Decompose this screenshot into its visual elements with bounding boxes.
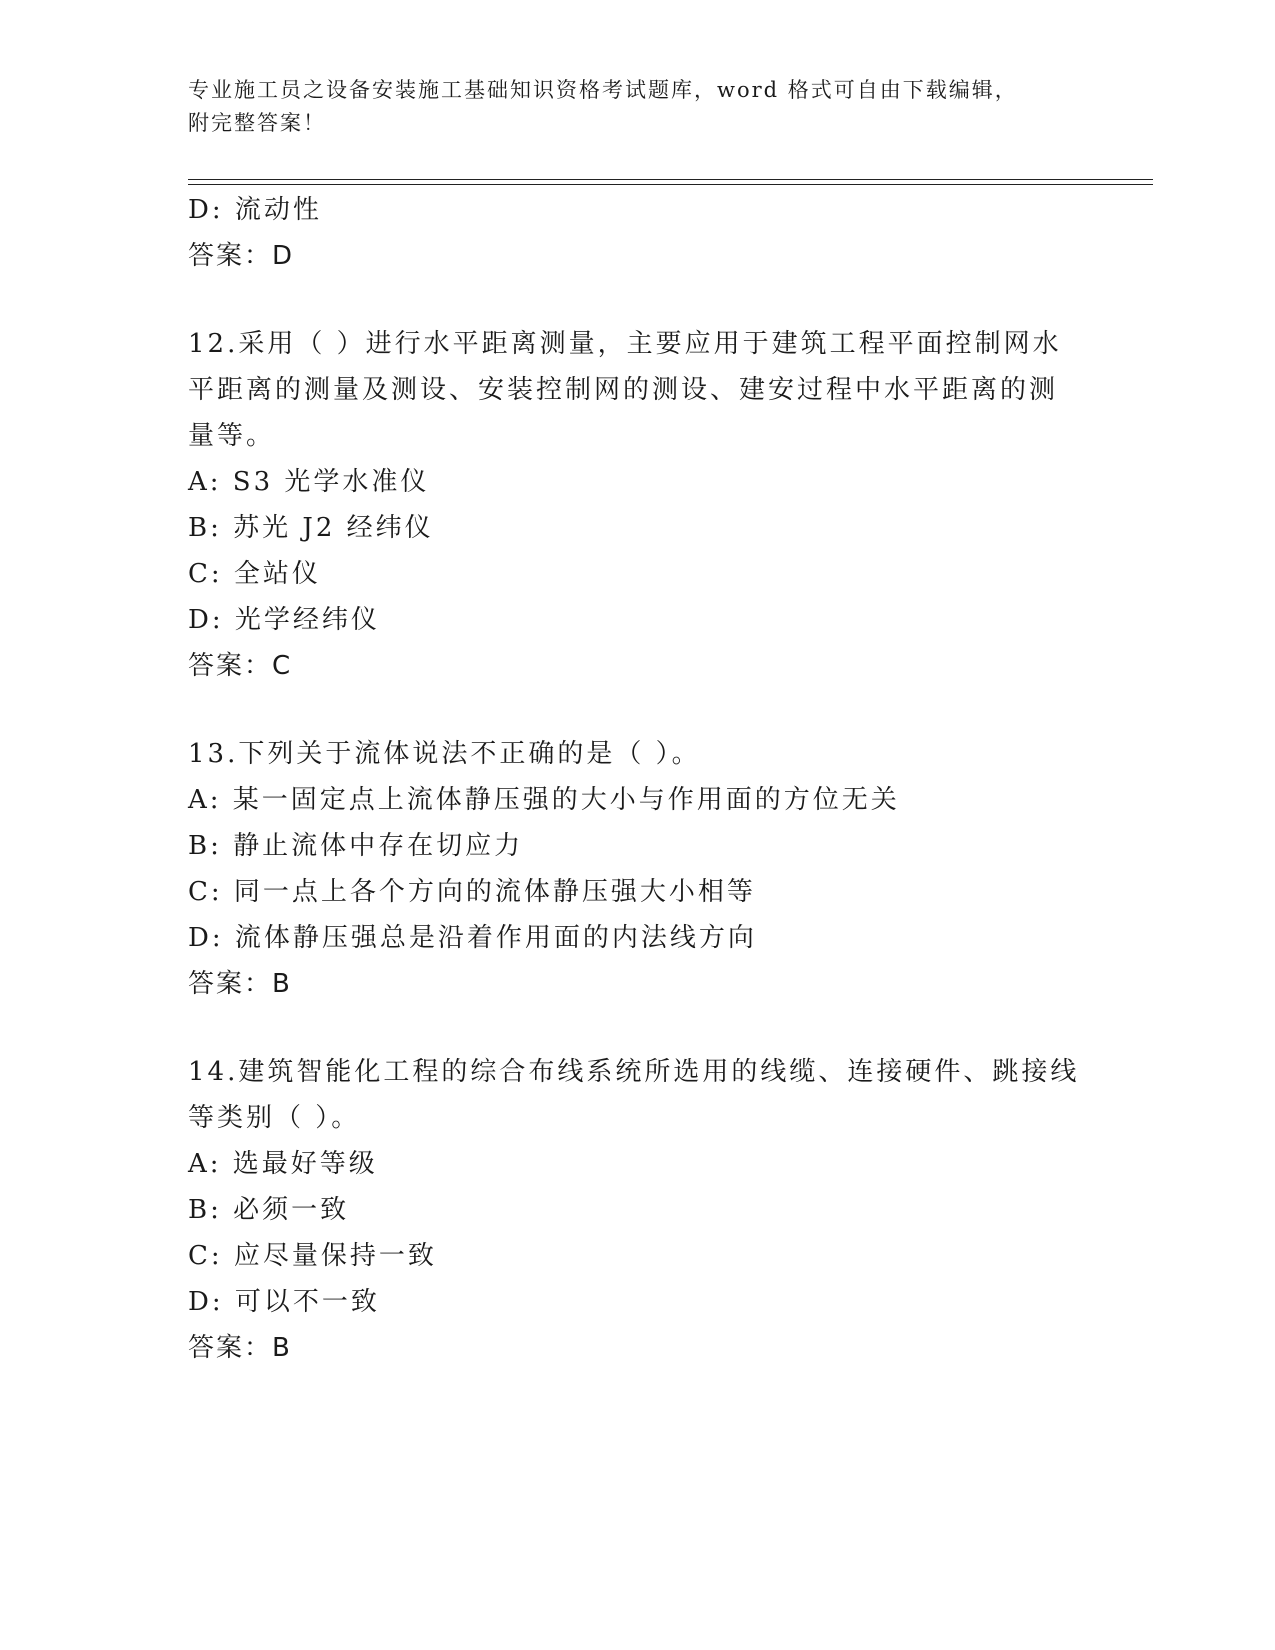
q12-option-a: A: S3 光学水准仪 <box>188 467 430 497</box>
q12-option-c: C: 全站仪 <box>188 559 321 589</box>
q12-stem-line-3: 量等。 <box>188 421 276 451</box>
q12-stem-line-2: 平距离的测量及测设、安装控制网的测设、建安过程中水平距离的测 <box>188 375 1059 405</box>
q14-option-c: C: 应尽量保持一致 <box>188 1241 437 1271</box>
q14-option-a: A: 选最好等级 <box>188 1149 378 1179</box>
header-line-2: 附完整答案！ <box>188 111 326 135</box>
q14-stem-line-2: 等类别（ ）。 <box>188 1103 361 1133</box>
q13-option-d: D: 流体静压强总是沿着作用面的内法线方向 <box>188 923 757 953</box>
header-divider-top <box>188 179 1153 180</box>
header-divider-bottom <box>188 184 1153 185</box>
q12-answer: 答案：C <box>188 651 293 681</box>
q13-stem-line-1: 13.下列关于流体说法不正确的是（ ）。 <box>188 739 701 769</box>
q14-option-b: B: 必须一致 <box>188 1195 350 1225</box>
header-line-1: 专业施工员之设备安装施工基础知识资格考试题库，word 格式可自由下载编辑， <box>188 78 1018 102</box>
q12-option-b: B: 苏光 J2 经纬仪 <box>188 513 434 543</box>
q14-option-d: D: 可以不一致 <box>188 1287 380 1317</box>
q14-answer: 答案：B <box>188 1333 292 1363</box>
q13-option-c: C: 同一点上各个方向的流体静压强大小相等 <box>188 877 756 907</box>
prev-answer: 答案：D <box>188 241 295 271</box>
q13-option-b: B: 静止流体中存在切应力 <box>188 831 524 861</box>
q12-stem-line-1: 12.采用（ ）进行水平距离测量，主要应用于建筑工程平面控制网水 <box>188 329 1062 359</box>
q13-option-a: A: 某一固定点上流体静压强的大小与作用面的方位无关 <box>188 785 900 815</box>
document-header <box>188 74 1088 140</box>
q14-stem-line-1: 14.建筑智能化工程的综合布线系统所选用的线缆、连接硬件、跳接线 <box>188 1057 1080 1087</box>
prev-option-d: D: 流动性 <box>188 195 322 225</box>
q13-answer: 答案：B <box>188 969 292 999</box>
q12-option-d: D: 光学经纬仪 <box>188 605 380 635</box>
